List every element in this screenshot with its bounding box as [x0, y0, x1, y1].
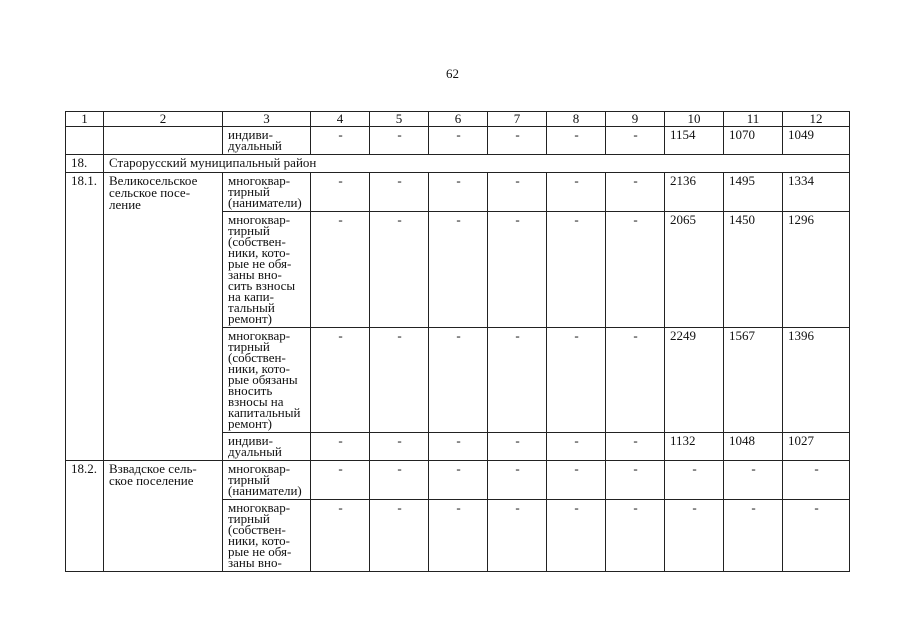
value-col-6: - [429, 500, 488, 572]
tariff-table [65, 111, 850, 572]
value-col-10: 2249 [665, 328, 724, 433]
section-row [66, 155, 850, 173]
housing-type: многоквар- тирный (собствен- ники, кото- рые не обя- заны вно- сить взносы на капи- тальный ремонт) [223, 212, 311, 328]
housing-type: многоквар- тирный (собствен- ники, кото- рые не обя- заны вно- [223, 500, 311, 572]
value-col-5: - [370, 212, 429, 328]
column-number-2: 2 [104, 112, 223, 127]
settlement-name: Взвадское сель- ское поселение [104, 461, 223, 572]
column-number-5: 5 [370, 112, 429, 127]
value-col-9: - [606, 212, 665, 328]
value-col-4: - [311, 500, 370, 572]
value-col-12: 1049 [783, 127, 850, 155]
value-col-11: 1567 [724, 328, 783, 433]
housing-type: многоквар- тирный (собствен- ники, кото- рые обязаны вносить взносы на капитальный ремонт) [223, 328, 311, 433]
value-col-4: - [311, 212, 370, 328]
settlement-number: 18.1. [66, 173, 104, 461]
value-col-7: - [488, 127, 547, 155]
value-col-9: - [606, 173, 665, 212]
value-col-6: - [429, 328, 488, 433]
column-number-12: 12 [783, 112, 850, 127]
settlement-number: 18.2. [66, 461, 104, 572]
column-number-8: 8 [547, 112, 606, 127]
column-number-9: 9 [606, 112, 665, 127]
value-col-11: 1450 [724, 212, 783, 328]
row-number [66, 127, 104, 155]
settlement-name [104, 127, 223, 155]
value-col-11: 1070 [724, 127, 783, 155]
value-col-4: - [311, 461, 370, 500]
value-col-11: 1048 [724, 433, 783, 461]
value-col-7: - [488, 433, 547, 461]
value-col-9: - [606, 127, 665, 155]
value-col-8: - [547, 328, 606, 433]
value-col-5: - [370, 127, 429, 155]
value-col-12: 1396 [783, 328, 850, 433]
column-number-4: 4 [311, 112, 370, 127]
page-number: 62 [446, 66, 459, 81]
section-name: Старорусский муниципальный район [104, 155, 850, 173]
value-col-8: - [547, 127, 606, 155]
value-col-9: - [606, 328, 665, 433]
value-col-12: 1027 [783, 433, 850, 461]
value-col-12: 1296 [783, 212, 850, 328]
value-col-9: - [606, 433, 665, 461]
value-col-10: - [665, 500, 724, 572]
column-number-6: 6 [429, 112, 488, 127]
value-col-10: - [665, 461, 724, 500]
value-col-6: - [429, 173, 488, 212]
housing-type: индиви- дуальный [223, 127, 311, 155]
value-col-8: - [547, 212, 606, 328]
value-col-6: - [429, 127, 488, 155]
column-number-1: 1 [66, 112, 104, 127]
value-col-11: - [724, 500, 783, 572]
value-col-4: - [311, 433, 370, 461]
value-col-6: - [429, 212, 488, 328]
value-col-8: - [547, 461, 606, 500]
column-number-3: 3 [223, 112, 311, 127]
value-col-8: - [547, 173, 606, 212]
header-row [66, 112, 850, 127]
value-col-8: - [547, 433, 606, 461]
value-col-6: - [429, 461, 488, 500]
value-col-9: - [606, 461, 665, 500]
column-number-7: 7 [488, 112, 547, 127]
table-row [66, 461, 850, 500]
housing-type: многоквар- тирный (наниматели) [223, 173, 311, 212]
section-number: 18. [66, 155, 104, 173]
value-col-6: - [429, 433, 488, 461]
value-col-12: 1334 [783, 173, 850, 212]
value-col-9: - [606, 500, 665, 572]
value-col-8: - [547, 500, 606, 572]
housing-type: индиви- дуальный [223, 433, 311, 461]
value-col-7: - [488, 212, 547, 328]
value-col-4: - [311, 328, 370, 433]
value-col-5: - [370, 500, 429, 572]
value-col-4: - [311, 173, 370, 212]
value-col-7: - [488, 173, 547, 212]
value-col-12: - [783, 500, 850, 572]
value-col-12: - [783, 461, 850, 500]
value-col-11: - [724, 461, 783, 500]
value-col-10: 2136 [665, 173, 724, 212]
value-col-5: - [370, 433, 429, 461]
column-number-11: 11 [724, 112, 783, 127]
value-col-10: 1132 [665, 433, 724, 461]
value-col-5: - [370, 328, 429, 433]
value-col-5: - [370, 173, 429, 212]
value-col-4: - [311, 127, 370, 155]
value-col-7: - [488, 500, 547, 572]
value-col-10: 1154 [665, 127, 724, 155]
table-row [66, 173, 850, 212]
value-col-7: - [488, 461, 547, 500]
table-row [66, 127, 850, 155]
housing-type: многоквар- тирный (наниматели) [223, 461, 311, 500]
column-number-10: 10 [665, 112, 724, 127]
settlement-name: Великосельское сельское посе- ление [104, 173, 223, 461]
value-col-10: 2065 [665, 212, 724, 328]
value-col-5: - [370, 461, 429, 500]
value-col-7: - [488, 328, 547, 433]
value-col-11: 1495 [724, 173, 783, 212]
